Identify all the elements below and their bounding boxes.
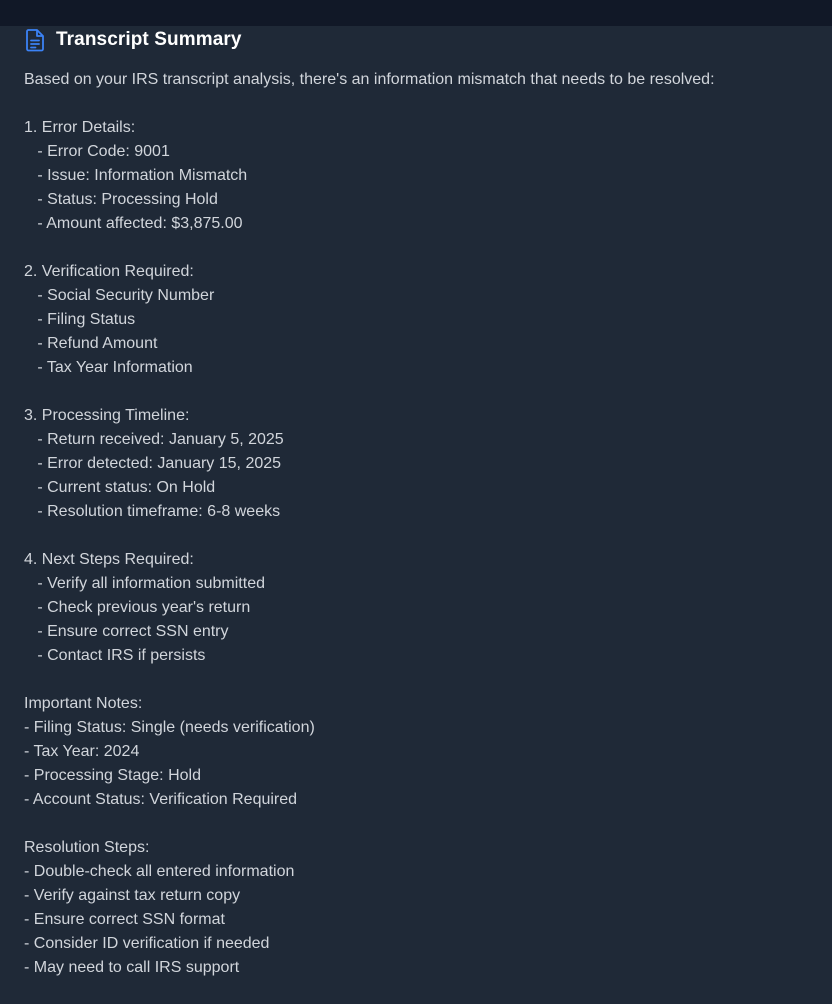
blank-line [24, 236, 814, 260]
summary-line: - Issue: Information Mismatch [24, 167, 248, 184]
summary-line: - Current status: On Hold [24, 479, 216, 496]
blank-line [24, 668, 814, 692]
summary-line: - Amount affected: $3,875.00 [24, 215, 243, 232]
summary-content [24, 68, 814, 980]
summary-line: - Check previous year's return [24, 599, 251, 616]
summary-line: - Error detected: January 15, 2025 [24, 455, 282, 472]
blank-line [24, 380, 814, 404]
summary-line: 3. Processing Timeline: [24, 407, 190, 424]
summary-line: Resolution Steps: [24, 839, 150, 856]
summary-line: - Return received: January 5, 2025 [24, 431, 284, 448]
summary-line: - Tax Year: 2024 [24, 743, 140, 760]
summary-line: - Filing Status: Single (needs verification) [24, 719, 315, 736]
summary-line: - Error Code: 9001 [24, 143, 170, 160]
summary-line: - Resolution timeframe: 6-8 weeks [24, 503, 281, 520]
document-icon [24, 28, 46, 52]
summary-line: 2. Verification Required: [24, 263, 194, 280]
summary-line: - Ensure correct SSN format [24, 911, 225, 928]
summary-line: 4. Next Steps Required: [24, 551, 194, 568]
summary-line: - Filing Status [24, 311, 136, 328]
summary-line: - Verify against tax return copy [24, 887, 241, 904]
summary-line: - Ensure correct SSN entry [24, 623, 229, 640]
summary-line: - May need to call IRS support [24, 959, 240, 976]
summary-line: - Social Security Number [24, 287, 215, 304]
blank-line [24, 812, 814, 836]
transcript-summary-panel [0, 26, 832, 1004]
summary-line: - Refund Amount [24, 335, 158, 352]
summary-line: - Processing Stage: Hold [24, 767, 201, 784]
panel-title: Transcript Summary [56, 29, 242, 50]
summary-line: - Account Status: Verification Required [24, 791, 298, 808]
summary-line: - Tax Year Information [24, 359, 193, 376]
summary-line: - Status: Processing Hold [24, 191, 218, 208]
summary-line: Important Notes: [24, 695, 143, 712]
blank-line [24, 524, 814, 548]
blank-line [24, 92, 814, 116]
top-bar [0, 0, 832, 26]
summary-line: Based on your IRS transcript analysis, there's an information mismatch that needs to be resolved: [24, 71, 715, 88]
summary-line: - Contact IRS if persists [24, 647, 206, 664]
summary-line: - Verify all information submitted [24, 575, 265, 592]
panel-header [24, 26, 242, 54]
summary-line: - Double-check all entered information [24, 863, 295, 880]
summary-line: 1. Error Details: [24, 119, 136, 136]
summary-line: - Consider ID verification if needed [24, 935, 270, 952]
